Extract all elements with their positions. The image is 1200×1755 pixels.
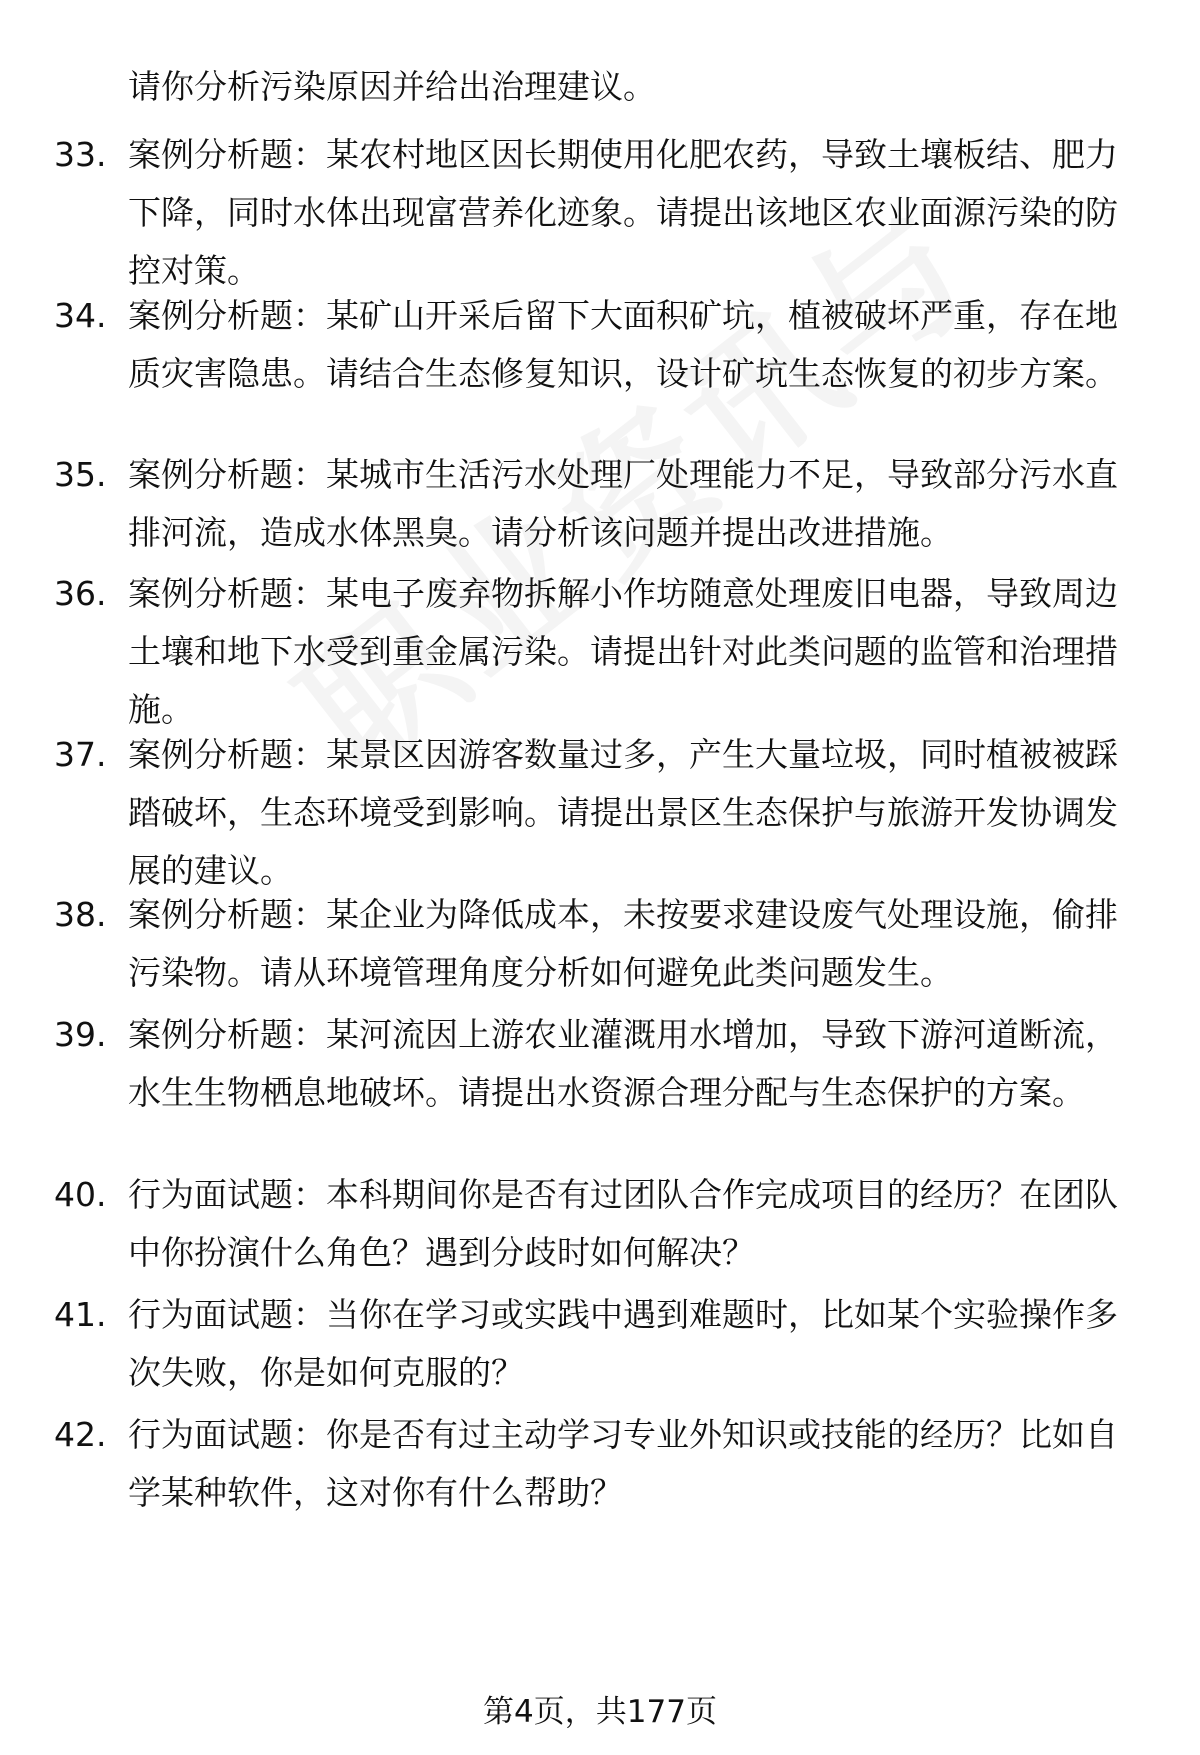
page-number: 第4页，共177页 (483, 1694, 717, 1730)
item-number: 33. (54, 135, 107, 174)
item-text: 行为面试题：你是否有过主动学习专业外知识或技能的经历？比如自学某种软件，这对你有什么帮助？ (128, 1415, 1118, 1512)
item-text: 行为面试题：当你在学习或实践中遇到难题时，比如某个实验操作多次失败，你是如何克服的？ (128, 1295, 1118, 1392)
item-number: 34. (54, 296, 107, 335)
item-number: 42. (54, 1415, 107, 1454)
item-text: 案例分析题：某矿山开采后留下大面积矿坑，植被破坏严重，存在地质灾害隐患。请结合生态修复知识，设计矿坑生态恢复的初步方案。 (128, 296, 1118, 393)
item-number: 40. (54, 1175, 107, 1214)
continuation-text: 请你分析污染原因并给出治理建议。 (128, 67, 656, 106)
item-number: 35. (54, 455, 107, 494)
item-number: 36. (54, 574, 107, 613)
item-text: 案例分析题：某企业为降低成本，未按要求建设废气处理设施，偷排污染物。请从环境管理角度分析如何避免此类问题发生。 (128, 895, 1118, 992)
item-text: 行为面试题：本科期间你是否有过团队合作完成项目的经历？在团队中你扮演什么角色？遇到分歧时如何解决？ (128, 1175, 1118, 1272)
item-number: 39. (54, 1015, 107, 1054)
item-text: 案例分析题：某农村地区因长期使用化肥农药，导致土壤板结、肥力下降，同时水体出现富营养化迹象。请提出该地区农业面源污染的防控对策。 (128, 135, 1118, 290)
item-text: 案例分析题：某电子废弃物拆解小作坊随意处理废旧电器，导致周边土壤和地下水受到重金属污染。请提出针对此类问题的监管和治理措施。 (128, 574, 1118, 729)
item-text: 案例分析题：某城市生活污水处理厂处理能力不足，导致部分污水直排河流，造成水体黑臭。请分析该问题并提出改进措施。 (128, 455, 1118, 552)
item-number: 37. (54, 735, 107, 774)
item-number: 38. (54, 895, 107, 934)
item-number: 41. (54, 1295, 107, 1334)
item-text: 案例分析题：某河流因上游农业灌溉用水增加，导致下游河道断流，水生生物栖息地破坏。请提出水资源合理分配与生态保护的方案。 (128, 1015, 1118, 1112)
item-text: 案例分析题：某景区因游客数量过多，产生大量垃圾，同时植被被踩踏破坏，生态环境受到影响。请提出景区生态保护与旅游开发协调发展的建议。 (128, 735, 1118, 890)
